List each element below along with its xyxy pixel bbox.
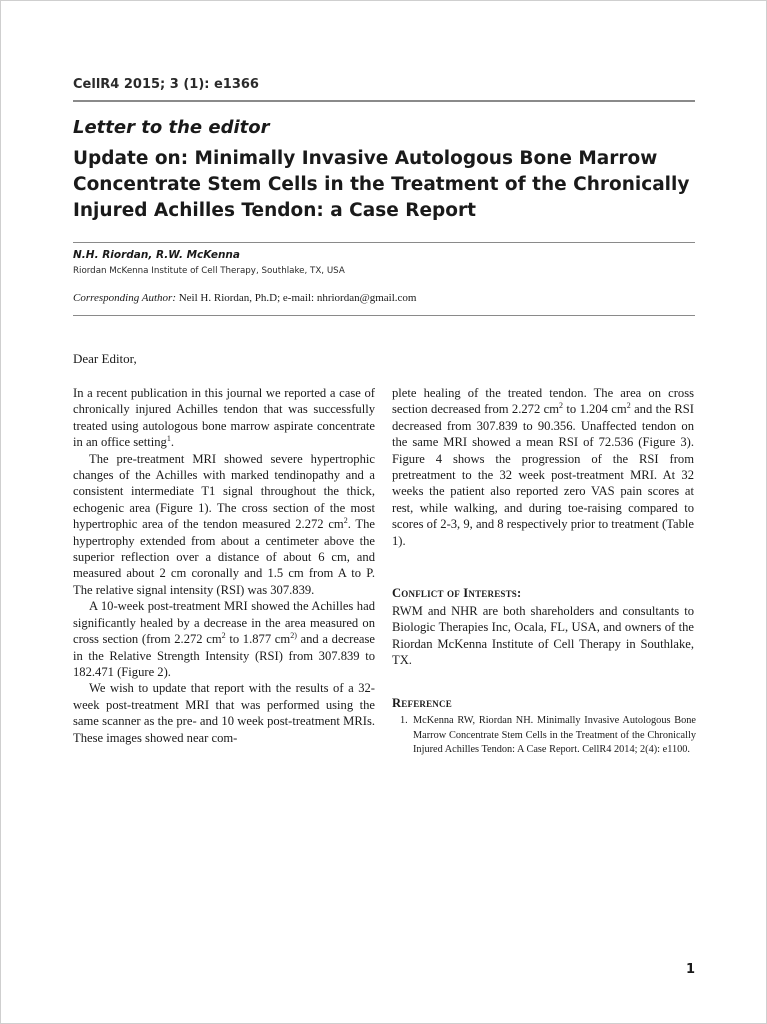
conflict-heading: Conflict of Interests: [392,586,522,600]
body-column-right [392,385,694,549]
journal-reference: CellR4 2015; 3 (1): e1366 [73,77,259,92]
reference-list [392,714,696,758]
affiliation: Riordan McKenna Institute of Cell Therapy, Southlake, TX, USA [73,266,345,276]
header-rule [73,100,695,102]
conflict-text: RWM and NHR are both shareholders and consultants to Biologic Therapies Inc, Ocala, FL, USA, and owners of the Riordan McKenna Institute of Cell Therapy in Southlake, TX. [392,604,694,668]
paragraph-3: A 10-week post-treatment MRI showed the Achilles had significantly healed by a decrease in the area measured on cross section (from 2.272 $cm^2$ to 1.877 $cm^{2)}$ and a decrease in the Relative Strength Intensity (RSI) from 307.839 to 182.471 (Figure 2). [73,599,376,679]
body-column-left [73,385,375,746]
corresponding-author-label: Corresponding Author: [73,292,176,304]
paragraph-1: In a recent publication in this journal we reported a case of chronically injured Achilles tendon that was successfully treated using autologous bone marrow aspirate concentrate in an office setting$^1$. [73,386,375,450]
title-rule [73,242,695,243]
corresponding-author-text: Neil H. Riordan, Ph.D; e-mail: nhriordan@gmail.com [175,292,417,304]
corresponding-author [73,292,416,304]
reference-item: 1. McKenna RW, Riordan NH. Minimally Invasive Autologous Bone Marrow Concentrate Stem Cells in the Treatment of the Chronically Injured Achilles Tendon: A Case Report. CellR4 2014; 2(4): e1100. [400,715,696,756]
authors: N.H. Riordan, R.W. McKenna [73,249,240,261]
paragraph-4-end: plete healing of the treated tendon. The area on cross section decreased from 2.272 $cm^2$ to 1.204 $cm^2$ and the RSI decreased from 307.839 to 90.356. Unaffected tendon on the same MRI showed a mean RSI of 72.536 (Figure 3). Figure 4 shows the progression of the RSI from pretreatment to the 32 week post-treatment MRI. At 32 weeks the patient also reported zero VAS pain scores at rest, while walking, and during toe-raising compared to scores of 2-3, 9, and 8 respectively prior to treatment (Table 1). [392,386,694,548]
page-number: 1 [686,962,696,977]
author-rule [73,315,695,316]
article-title: Update on: Minimally Invasive Autologous Bone Marrow Concentrate Stem Cells in the Treatment of the Chronically Injured Achilles Tendon: a Case Report [73,148,690,221]
paragraph-2: The pre-treatment MRI showed severe hypertrophic changes of the Achilles with marked tendinopathy and a consistent intermediate T1 signal throughout the thick, echogenic area (Figure 1). The cross section of the most hypertrophic area of the tendon measured 2.272 $cm^2$. The hypertrophy extended from about a centimeter above the superior reflection over a distance of about 6 cm, and measured about 2 cm coronally and 1.5 cm from A to P. The relative signal intensity (RSI) was 307.839. [73,451,375,597]
article-type: Letter to the editor [73,117,270,138]
salutation: Dear Editor, [73,351,137,366]
paragraph-4-start: We wish to update that report with the results of a 32-week post-treatment MRI that was performed using the same scanner as the pre- and 10 week post-treatment MRIs. These images showed near com- [73,681,375,745]
reference-heading: Reference [392,696,452,710]
